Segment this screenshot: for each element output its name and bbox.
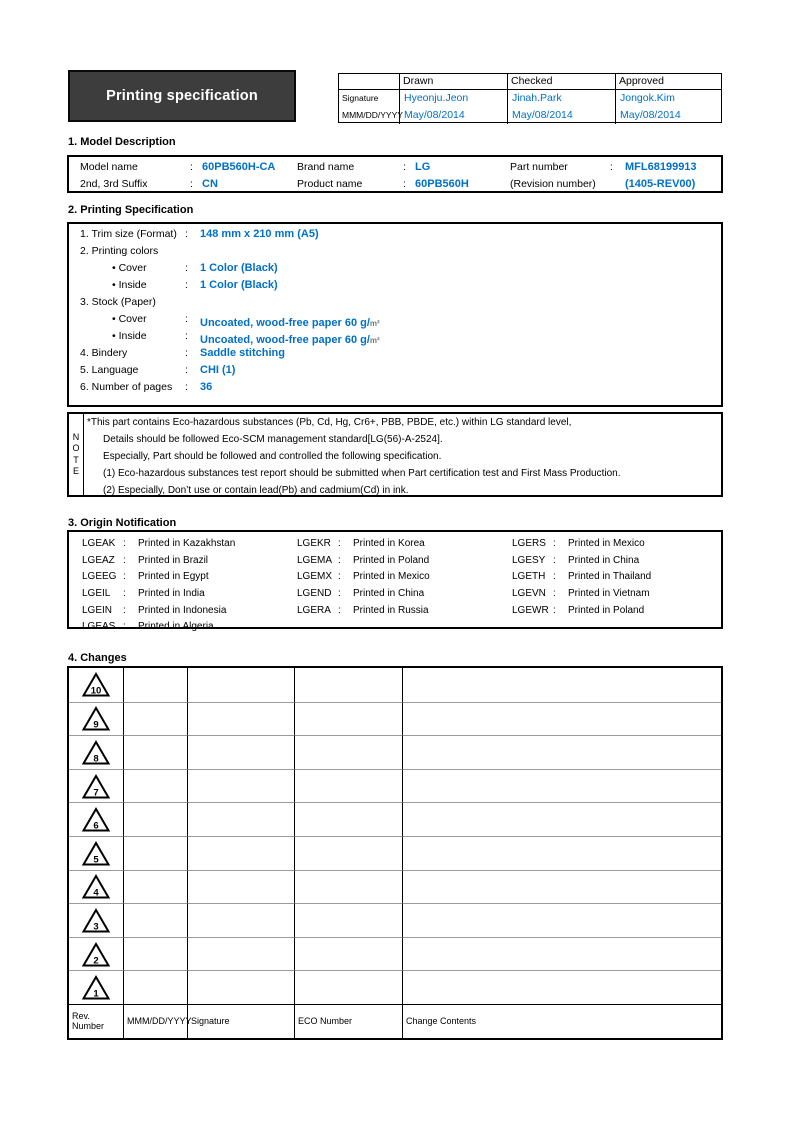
change-cell — [295, 870, 403, 904]
colon: : — [123, 621, 126, 633]
note-box — [67, 412, 723, 497]
spec-label: • Inside — [112, 279, 147, 291]
colon: : — [338, 537, 341, 549]
field-value: MFL68199913 — [625, 161, 697, 173]
origin-code: LGEVN — [512, 587, 546, 599]
spec-value: Uncoated, wood-free paper 60 g/ — [200, 334, 370, 346]
approval-corner-cell — [339, 74, 399, 90]
svg-text:9: 9 — [93, 719, 99, 731]
origin-text: Printed in China — [353, 587, 425, 599]
colon: : — [185, 364, 188, 376]
revision-cell — [69, 802, 124, 836]
origin-code: LGEKR — [297, 537, 331, 549]
origin-code: LGEMA — [297, 554, 333, 566]
title-box — [68, 70, 296, 122]
colon: : — [553, 587, 556, 599]
change-cell — [124, 870, 188, 904]
origin-code: LGESY — [512, 554, 546, 566]
approval-header-checked: Checked — [507, 74, 615, 90]
origin-text: Printed in Poland — [353, 554, 430, 566]
field-label: (Revision number) — [510, 178, 596, 190]
revision-triangle-icon — [82, 874, 110, 899]
spec-label: 3. Stock (Paper) — [80, 296, 156, 308]
origin-entry — [297, 552, 430, 569]
approval-row-label-signature: Signature — [342, 93, 379, 103]
change-cell — [295, 802, 403, 836]
revision-cell — [69, 836, 124, 870]
origin-entry — [297, 568, 430, 585]
note-line: (1) Eco-hazardous substances test report should be submitted when Part certification test and First Mass Production. — [103, 468, 621, 479]
spec-value: Uncoated, wood-free paper 60 g/ — [200, 317, 370, 329]
field-value: LG — [415, 161, 431, 173]
change-cell — [403, 836, 721, 870]
change-cell — [124, 735, 188, 769]
date-checked: May/08/2014 — [507, 107, 615, 124]
spec-label: 4. Bindery — [80, 347, 128, 359]
spec-label: • Cover — [112, 313, 147, 325]
colon: : — [338, 571, 341, 583]
colon: : — [553, 537, 556, 549]
change-cell — [188, 870, 295, 904]
colon: : — [338, 587, 341, 599]
svg-text:1: 1 — [93, 988, 99, 1000]
model-description-box — [67, 155, 723, 193]
colon: : — [403, 161, 406, 173]
origin-entry — [512, 535, 651, 552]
origin-text: Printed in Russia — [353, 604, 429, 616]
change-cell — [124, 668, 188, 702]
revision-triangle-icon — [82, 672, 110, 697]
origin-code: LGEAS — [82, 621, 116, 633]
revision-triangle-icon — [82, 807, 110, 832]
note-letter: E — [72, 466, 79, 476]
revision-triangle-icon — [82, 942, 110, 967]
colon: : — [185, 262, 188, 274]
origin-text: Printed in China — [568, 554, 640, 566]
colon: : — [610, 161, 613, 173]
change-cell — [295, 769, 403, 803]
colon: : — [553, 571, 556, 583]
change-cell — [295, 668, 403, 702]
origin-column-2 — [297, 535, 430, 618]
change-cell — [188, 903, 295, 937]
origin-text: Printed in Algeria — [138, 621, 214, 633]
origin-code: LGEIN — [82, 604, 113, 616]
field-label: Model name — [80, 161, 138, 173]
revision-cell — [69, 937, 124, 971]
document-title: Printing specification — [106, 88, 258, 104]
origin-text: Printed in Vietnam — [568, 587, 650, 599]
spec-label: • Cover — [112, 262, 147, 274]
colon: : — [123, 587, 126, 599]
spec-label: 1. Trim size (Format) — [80, 228, 177, 240]
origin-text: Printed in Mexico — [568, 537, 645, 549]
change-cell — [295, 937, 403, 971]
change-cell — [295, 970, 403, 1004]
svg-text:3: 3 — [93, 921, 99, 933]
colon: : — [123, 571, 126, 583]
colon: : — [338, 554, 341, 566]
revision-cell — [69, 735, 124, 769]
origin-entry — [297, 602, 430, 619]
colon: : — [553, 604, 556, 616]
note-line: *This part contains Eco-hazardous substances (Pb, Cd, Hg, Cr6+, PBB, PBDE, etc.) within LG standard level, — [87, 417, 572, 428]
field-label: 2nd, 3rd Suffix — [80, 178, 148, 190]
change-cell — [188, 836, 295, 870]
note-vertical-label — [69, 414, 84, 495]
section-heading-changes: 4. Changes — [68, 652, 127, 664]
note-line: Details should be followed Eco-SCM management standard[LG(56)-A-2524]. — [103, 434, 443, 445]
section-heading-origin-notification: 3. Origin Notification — [68, 517, 177, 529]
change-cell — [403, 802, 721, 836]
origin-entry — [82, 535, 235, 552]
unit-square-meter: m² — [369, 336, 380, 345]
note-letter: T — [73, 454, 79, 465]
revision-triangle-icon — [82, 740, 110, 765]
revision-triangle-icon — [82, 774, 110, 799]
origin-text: Printed in Brazil — [138, 554, 209, 566]
change-cell — [295, 836, 403, 870]
spec-value: CHI (1) — [200, 364, 236, 376]
revision-triangle-icon — [82, 975, 110, 1000]
change-cell — [295, 903, 403, 937]
colon: : — [190, 161, 193, 173]
origin-code: LGETH — [512, 571, 546, 583]
revision-cell — [69, 702, 124, 736]
origin-entry — [512, 585, 651, 602]
spec-value: 36 — [200, 381, 213, 393]
date-drawn: May/08/2014 — [399, 107, 507, 124]
change-cell — [188, 970, 295, 1004]
colon: : — [190, 178, 193, 190]
revision-cell — [69, 970, 124, 1004]
colon: : — [553, 554, 556, 566]
field-value: CN — [202, 178, 218, 190]
origin-code: LGERS — [512, 537, 546, 549]
origin-entry — [82, 585, 235, 602]
spec-label: 2. Printing colors — [80, 245, 159, 257]
revision-triangle-icon — [82, 841, 110, 866]
spec-label: 6. Number of pages — [80, 381, 173, 393]
change-cell — [403, 668, 721, 702]
change-cell — [188, 769, 295, 803]
change-cell — [124, 836, 188, 870]
revision-cell — [69, 870, 124, 904]
approval-header-drawn: Drawn — [399, 74, 507, 90]
field-value: 60PB560H — [415, 178, 469, 190]
svg-text:5: 5 — [93, 854, 99, 866]
origin-code: LGEAZ — [82, 554, 115, 566]
origin-text: Printed in Egypt — [138, 571, 209, 583]
svg-text:2: 2 — [93, 955, 99, 967]
origin-text: Printed in Korea — [353, 537, 425, 549]
colon: : — [185, 279, 188, 291]
svg-text:4: 4 — [93, 887, 99, 899]
changes-table — [67, 666, 723, 1040]
origin-column-1 — [82, 535, 235, 635]
origin-code: LGEAK — [82, 537, 116, 549]
origin-entry — [297, 585, 430, 602]
colon: : — [185, 228, 188, 240]
change-cell — [124, 702, 188, 736]
changes-footer-rev-number: Rev. Number — [69, 1004, 124, 1038]
colon: : — [185, 347, 188, 359]
spec-value-group — [200, 313, 380, 331]
change-cell — [295, 735, 403, 769]
change-cell — [188, 802, 295, 836]
change-cell — [188, 702, 295, 736]
note-line: (2) Especially, Don’t use or contain lead(Pb) and cadmium(Cd) in ink. — [103, 485, 409, 496]
svg-text:8: 8 — [93, 753, 99, 765]
change-cell — [403, 769, 721, 803]
change-cell — [124, 903, 188, 937]
section-heading-model-description: 1. Model Description — [68, 136, 176, 148]
spec-value: 148 mm x 210 mm (A5) — [200, 228, 319, 240]
change-cell — [295, 702, 403, 736]
svg-text:6: 6 — [93, 820, 99, 832]
field-label: Part number — [510, 161, 568, 173]
change-cell — [124, 937, 188, 971]
change-cell — [124, 769, 188, 803]
colon: : — [185, 313, 188, 325]
change-cell — [124, 802, 188, 836]
spec-label: 5. Language — [80, 364, 139, 376]
note-line: Especially, Part should be followed and controlled the following specification. — [103, 451, 442, 462]
approval-table — [338, 73, 722, 123]
revision-cell — [69, 668, 124, 702]
field-value: 60PB560H-CA — [202, 161, 276, 173]
origin-entry — [82, 552, 235, 569]
origin-entry — [512, 552, 651, 569]
spec-value: Saddle stitching — [200, 347, 285, 359]
colon: : — [185, 330, 188, 342]
field-label: Product name — [297, 178, 363, 190]
changes-footer-eco-number: ECO Number — [295, 1004, 403, 1038]
spec-value-group — [200, 330, 380, 348]
date-approved: May/08/2014 — [615, 107, 721, 124]
printing-specification-box — [67, 222, 723, 407]
change-cell — [124, 970, 188, 1004]
origin-notification-box — [67, 530, 723, 633]
note-letter: N — [72, 431, 80, 442]
origin-code: LGEND — [297, 587, 332, 599]
origin-text: Printed in Indonesia — [138, 604, 227, 616]
signature-checked: Jinah.Park — [507, 90, 615, 107]
change-cell — [403, 870, 721, 904]
change-cell — [403, 903, 721, 937]
origin-code: LGEMX — [297, 571, 333, 583]
note-letter: O — [72, 443, 80, 453]
origin-entry — [512, 602, 651, 619]
origin-text: Printed in Thailand — [568, 571, 652, 583]
origin-code: LGEEG — [82, 571, 117, 583]
origin-code: LGEIL — [82, 587, 111, 599]
revision-triangle-icon — [82, 706, 110, 731]
spec-value: 1 Color (Black) — [200, 262, 278, 274]
field-value: (1405-REV00) — [625, 178, 696, 190]
change-cell — [403, 937, 721, 971]
colon: : — [123, 554, 126, 566]
field-label: Brand name — [297, 161, 355, 173]
origin-text: Printed in Mexico — [353, 571, 430, 583]
colon: : — [123, 537, 126, 549]
origin-column-3 — [512, 535, 651, 618]
revision-cell — [69, 903, 124, 937]
change-cell — [403, 735, 721, 769]
revision-triangle-icon — [82, 908, 110, 933]
colon: : — [338, 604, 341, 616]
svg-text:10: 10 — [90, 685, 102, 697]
signature-drawn: Hyeonju.Jeon — [399, 90, 507, 107]
change-cell — [403, 702, 721, 736]
origin-text: Printed in Kazakhstan — [138, 537, 236, 549]
spec-label: • Inside — [112, 330, 147, 342]
approval-row-label-date: MMM/DD/YYYY — [342, 110, 403, 120]
changes-footer-date: MMM/DD/YYYY — [124, 1004, 188, 1038]
origin-entry — [512, 568, 651, 585]
changes-footer-change-contents: Change Contents — [403, 1004, 721, 1038]
change-cell — [188, 735, 295, 769]
revision-cell — [69, 769, 124, 803]
svg-text:7: 7 — [93, 787, 99, 799]
change-cell — [403, 970, 721, 1004]
approval-header-approved: Approved — [615, 74, 721, 90]
origin-entry — [82, 602, 235, 619]
origin-code: LGERA — [297, 604, 331, 616]
origin-text: Printed in India — [138, 587, 205, 599]
changes-footer-signature: Signature — [188, 1004, 295, 1038]
spec-value: 1 Color (Black) — [200, 279, 278, 291]
colon: : — [123, 604, 126, 616]
unit-square-meter: m² — [369, 319, 380, 328]
change-cell — [188, 937, 295, 971]
origin-entry — [82, 568, 235, 585]
colon: : — [185, 381, 188, 393]
origin-code: LGEWR — [512, 604, 549, 616]
origin-text: Printed in Poland — [568, 604, 645, 616]
origin-entry — [297, 535, 430, 552]
colon: : — [403, 178, 406, 190]
signature-approved: Jongok.Kim — [615, 90, 721, 107]
change-cell — [188, 668, 295, 702]
section-heading-printing-specification: 2. Printing Specification — [68, 204, 194, 216]
origin-entry — [82, 618, 235, 635]
